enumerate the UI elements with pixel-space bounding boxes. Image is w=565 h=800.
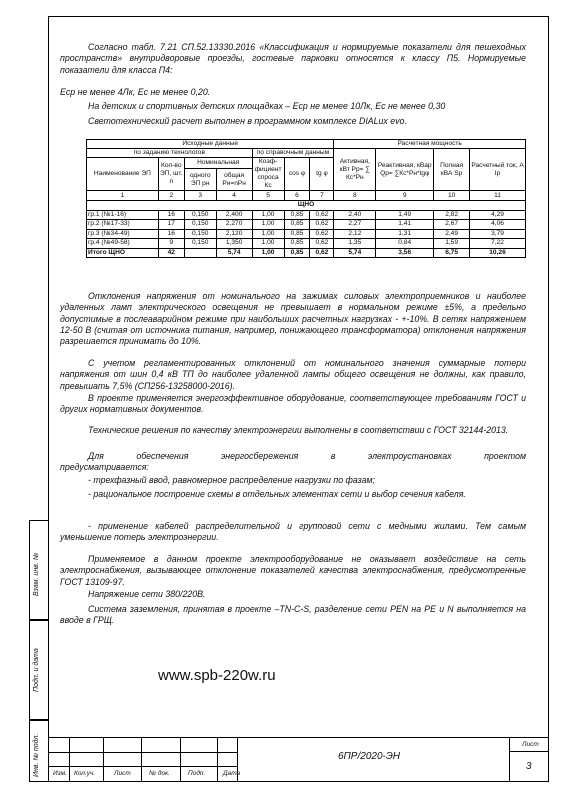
header-count: Кол-во ЭП, шт. n bbox=[158, 158, 184, 191]
cell-current: 3,79 bbox=[470, 229, 526, 239]
cell-one: 0,150 bbox=[184, 220, 216, 230]
paragraph-energy-saving: Для обеспечения энергосбережения в электроустановках проектом предусматривается: bbox=[60, 451, 526, 473]
paragraph-norms: Согласно табл. 7.21 СП.52.13330.2016 «Классификация и нормируемые показатели для пешеходных пространств» внутридворовые проезды, гостевые парковки относятся к классу П5. Нормируемые показатели для класса П4: bbox=[60, 42, 526, 75]
group-row bbox=[87, 201, 526, 211]
table-total-row bbox=[87, 248, 526, 258]
cell-count: 42 bbox=[158, 248, 184, 258]
col-num: 10 bbox=[434, 191, 470, 201]
paragraph-voltage-loss: С учетом регламентированных отклонений от номинального значения суммарные потери напряжения от шин 0,4 кВ ТП до наиболее удаленной лампы общего освещения не должны, как правило, превышать 7,5% (СП256-13258000-2016). bbox=[60, 358, 526, 391]
cell-name: гр.2 (№17-33) bbox=[87, 220, 159, 230]
sheet-label: Лист bbox=[522, 741, 539, 748]
cell-kc: 1,00 bbox=[252, 248, 284, 258]
document-code: 6ПР/2020-ЭН bbox=[338, 751, 400, 762]
header-full: Полная кВА Sр bbox=[434, 149, 470, 191]
cell-active: 2,40 bbox=[334, 210, 376, 220]
paragraph-no-impact: Применяемое в данном проекте электрооборудование не оказывает воздействие на сеть электроснабжения, вызывающее отклонение показателей качества электроснабжения, предусмотренные ГОСТ 13109-97. bbox=[60, 554, 526, 587]
table-row bbox=[87, 239, 526, 249]
side-label-inv: Инв. № подл. bbox=[33, 733, 40, 777]
col-num: 8 bbox=[334, 191, 376, 201]
cell-tg: 0,62 bbox=[310, 248, 334, 258]
load-calculation-table bbox=[86, 139, 526, 258]
cell-kc: 1,00 bbox=[252, 229, 284, 239]
side-label-podp: Подп. и дата bbox=[33, 648, 40, 692]
header-name: Наименование ЭП bbox=[87, 158, 159, 191]
cell-active: 2,27 bbox=[334, 220, 376, 230]
stamp-line bbox=[510, 751, 549, 752]
cell-kc: 1,00 bbox=[252, 239, 284, 249]
cell-reactive: 1,41 bbox=[376, 220, 434, 230]
table-row bbox=[87, 220, 526, 230]
cell-reactive: 0,84 bbox=[376, 239, 434, 249]
header-by-users: по заданию технологов bbox=[87, 149, 253, 158]
cell-cos: 0,85 bbox=[284, 220, 310, 230]
cell-one: 0,150 bbox=[184, 210, 216, 220]
cell-one: 0,150 bbox=[184, 239, 216, 249]
col-num: 11 bbox=[470, 191, 526, 201]
cell-tg: 0,62 bbox=[310, 229, 334, 239]
cell-full: 1,59 bbox=[434, 239, 470, 249]
header-kc: Коэф-фициент спроса Кс bbox=[252, 158, 284, 191]
paragraph-playgrounds: На детских и спортивных детских площадках – Eср не менее 10Лк, Eс не менее 0,30 bbox=[88, 101, 446, 111]
cell-current: 4,06 bbox=[470, 220, 526, 230]
stamp-data: Дата bbox=[223, 770, 241, 777]
header-active: Активная, кВт Рр= ∑ Кс*Рн bbox=[334, 149, 376, 191]
cell-count: 9 bbox=[158, 239, 184, 249]
cell-count: 17 bbox=[158, 220, 184, 230]
cell-tg: 0,62 bbox=[310, 220, 334, 230]
cell-cos: 0,85 bbox=[284, 239, 310, 249]
paragraph-dialux: Светотехнический расчет выполнен в программном комплексе DIALux evo. bbox=[88, 116, 407, 126]
cell-cos: 0,85 bbox=[284, 229, 310, 239]
cell-name: гр.4 (№49-58) bbox=[87, 239, 159, 249]
cell-total: 5,74 bbox=[216, 248, 252, 258]
watermark-url: www.spb-220w.ru bbox=[158, 667, 276, 684]
stamp-list: Лист bbox=[114, 770, 131, 777]
col-num: 3 bbox=[184, 191, 216, 201]
col-num: 1 bbox=[87, 191, 159, 201]
stamp-podp: Подп. bbox=[188, 770, 206, 777]
header-one: одного ЭП рн bbox=[184, 169, 216, 191]
cell-full: 2,82 bbox=[434, 210, 470, 220]
cell-active: 5,74 bbox=[334, 248, 376, 258]
table-row bbox=[87, 210, 526, 220]
cell-count: 16 bbox=[158, 229, 184, 239]
cell-full: 6,75 bbox=[434, 248, 470, 258]
col-num: 2 bbox=[158, 191, 184, 201]
column-number-row bbox=[87, 191, 526, 201]
cell-name: Итого ЩНО bbox=[87, 248, 159, 258]
header-by-ref: по справочным данным bbox=[252, 149, 334, 158]
paragraph-power-quality: Технические решения по качеству электроэнергии выполнены в соответствии с ГОСТ 32144-2013. bbox=[88, 425, 509, 435]
cell-current: 10,26 bbox=[470, 248, 526, 258]
paragraph-ecp: Eср не менее 4Лк, Eс не менее 0,20. bbox=[60, 87, 211, 97]
stamp-kol: Кол.уч. bbox=[74, 770, 96, 777]
cell-reactive: 1,31 bbox=[376, 229, 434, 239]
header-tg: tg φ bbox=[310, 158, 334, 191]
cell-full: 2,49 bbox=[434, 229, 470, 239]
cell-cos: 0,85 bbox=[284, 210, 310, 220]
col-num: 5 bbox=[252, 191, 284, 201]
header-current: Расчетный ток, А Iр bbox=[470, 149, 526, 191]
cell-active: 2,12 bbox=[334, 229, 376, 239]
cell-one: 0,150 bbox=[184, 229, 216, 239]
cell-tg: 0,62 bbox=[310, 239, 334, 249]
header-source: Исходные данные bbox=[87, 140, 334, 149]
cell-active: 1,35 bbox=[334, 239, 376, 249]
cell-tg: 0,62 bbox=[310, 210, 334, 220]
col-num: 9 bbox=[376, 191, 434, 201]
paragraph-equipment: В проекте применяется энергоэффективное оборудование, соответствующее требованиям ГОСТ и других нормативных документов. bbox=[60, 393, 526, 415]
header-cos: cos φ bbox=[284, 158, 310, 191]
header-reactive: Реактивная, кВар Qр= ∑Кс*Рн*tgφ bbox=[376, 149, 434, 191]
cell-reactive: 1,49 bbox=[376, 210, 434, 220]
header-total: общая Рн=nPн bbox=[216, 169, 252, 191]
col-num: 6 bbox=[284, 191, 310, 201]
side-label-vzam: Взам. инв. № bbox=[33, 552, 40, 596]
col-num: 7 bbox=[310, 191, 334, 201]
cell-total: 2,270 bbox=[216, 220, 252, 230]
stamp-ndok: № док. bbox=[149, 770, 170, 777]
title-block bbox=[48, 737, 549, 782]
cell-one bbox=[184, 248, 216, 258]
cell-kc: 1,00 bbox=[252, 210, 284, 220]
cell-current: 4,29 bbox=[470, 210, 526, 220]
cell-current: 7,22 bbox=[470, 239, 526, 249]
sheet-number: 3 bbox=[526, 761, 532, 772]
header-calc: Расчетная мощность bbox=[334, 140, 526, 149]
cell-total: 1,350 bbox=[216, 239, 252, 249]
cell-cos: 0,85 bbox=[284, 248, 310, 258]
cell-full: 2,67 bbox=[434, 220, 470, 230]
table-row bbox=[87, 229, 526, 239]
paragraph-rational-scheme: - рациональное построение схемы в отдельных элементах сети и выбор сечения кабеля. bbox=[88, 489, 466, 499]
header-nominal: Номинальная bbox=[184, 158, 252, 169]
stamp-izm: Изм. bbox=[53, 770, 67, 777]
col-num: 4 bbox=[216, 191, 252, 201]
paragraph-network-voltage: Напряжение сети 380/220В. bbox=[88, 589, 206, 599]
cell-name: гр.1 (№1-16) bbox=[87, 210, 159, 220]
paragraph-copper-cables: - применение кабелей распределительной и групповой сети с медными жилами. Тем самым уменьшение потерь электроэнергии. bbox=[60, 521, 526, 543]
paragraph-grounding: Система заземления, принятая в проекте –TN-C-S, разделение сети PEN на PE и N выполняется на вводе в ГРЩ. bbox=[60, 604, 526, 626]
cell-kc: 1,00 bbox=[252, 220, 284, 230]
paragraph-three-phase: - трехфазный ввод, равномерное распределение нагрузки по фазам; bbox=[88, 475, 375, 485]
group-label: ЩНО bbox=[87, 201, 526, 211]
cell-total: 2,120 bbox=[216, 229, 252, 239]
cell-name: гр.3 (№34-49) bbox=[87, 229, 159, 239]
paragraph-voltage-deviation: Отклонения напряжения от номинального на зажимах силовых электроприемников и наиболее удаленных ламп электрического освещения не превышает в нормальном режиме ±5%, а предельно допустимые в послеаварийном режиме при наибольших расчетных нагрузках - +-10%. В сетях напряжением 12-50 В (считая от источника питания, например, понижающего трансформатора) отклонения напряжения разрешается принимать до 10%. bbox=[60, 291, 526, 347]
cell-count: 16 bbox=[158, 210, 184, 220]
cell-total: 2,400 bbox=[216, 210, 252, 220]
cell-reactive: 3,56 bbox=[376, 248, 434, 258]
